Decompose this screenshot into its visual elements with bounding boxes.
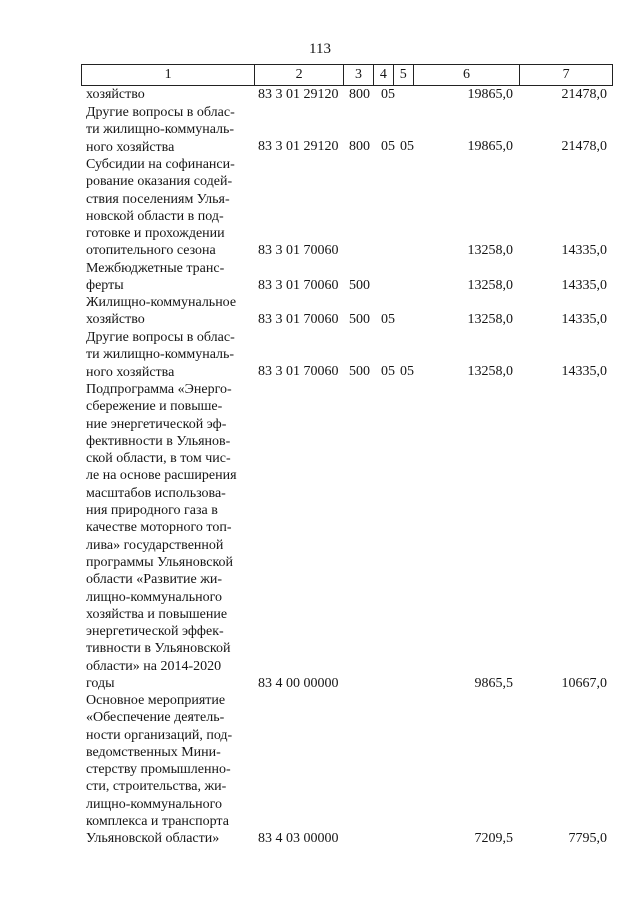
row-name-line: Ульяновской области»	[86, 831, 220, 847]
row-name-line: ти жилищно-коммуналь-	[86, 347, 235, 363]
row-name-line: энергетической эффек-	[86, 624, 224, 640]
row-code: 83 3 01 29120	[258, 87, 339, 102]
row-name-line: области «Развитие жи-	[86, 572, 223, 588]
row-col3: 500	[349, 364, 370, 379]
row-value-col7: 14335,0	[561, 312, 607, 327]
row-name-line: области» на 2014-2020	[86, 658, 222, 674]
row-value-col7: 10667,0	[561, 676, 607, 691]
row-name	[86, 381, 247, 692]
row-name-line: сбережение и повыше-	[86, 399, 223, 415]
row-value-col7: 7795,0	[568, 831, 607, 846]
row-col4: 05	[381, 87, 395, 102]
row-value-col6: 19865,0	[467, 87, 513, 102]
row-name-line: лищно-коммунального	[86, 589, 223, 605]
row-name-line: Подпрограмма «Энерго-	[86, 382, 232, 397]
row-name-line: хозяйство	[86, 312, 145, 328]
row-name-line: ти жилищно-коммуналь-	[86, 122, 235, 138]
row-name-line: качестве моторного топ-	[86, 520, 232, 536]
row-name	[86, 104, 247, 156]
row-code: 83 3 01 29120	[258, 139, 339, 154]
row-value-col6: 9865,5	[474, 676, 513, 691]
row-name-line: рование оказания содей-	[86, 174, 233, 190]
row-value-col6: 13258,0	[467, 278, 513, 293]
row-name-line: ведомственных Мини-	[86, 744, 221, 760]
row-code: 83 4 03 00000	[258, 831, 339, 846]
row-name	[86, 156, 247, 260]
row-value-col6: 13258,0	[467, 364, 513, 379]
row-name-line: Межбюджетные транс-	[86, 261, 225, 276]
row-value-col7: 21478,0	[561, 139, 607, 154]
row-value-col7: 14335,0	[561, 243, 607, 258]
row-value-col7: 14335,0	[561, 278, 607, 293]
row-code: 83 3 01 70060	[258, 312, 339, 327]
row-name	[86, 260, 247, 295]
row-name-line: ферты	[86, 278, 124, 294]
row-name-line: Другие вопросы в облас-	[86, 330, 235, 345]
row-col5: 05	[400, 139, 414, 154]
row-name-line: программы Ульяновской	[86, 554, 234, 570]
row-code: 83 3 01 70060	[258, 243, 339, 258]
column-header-7: 7	[562, 67, 570, 82]
row-col4: 05	[381, 312, 395, 327]
row-name-line: «Обеспечение деятель-	[86, 710, 225, 726]
row-name-line: ного хозяйства	[86, 139, 175, 155]
row-name-line: лищно-коммунального	[86, 796, 223, 812]
row-value-col7: 14335,0	[561, 364, 607, 379]
row-value-col6: 7209,5	[474, 831, 513, 846]
row-name-line: годы	[86, 676, 115, 692]
row-code: 83 3 01 70060	[258, 278, 339, 293]
column-header-6: 6	[414, 65, 521, 85]
row-name	[86, 329, 247, 381]
row-value-col6: 19865,0	[467, 139, 513, 154]
row-col5: 05	[400, 364, 414, 379]
row-value-col6: 13258,0	[467, 312, 513, 327]
row-name-line: масштабов использова-	[86, 485, 226, 501]
row-name-line: Субсидии на софинанси-	[86, 157, 235, 172]
column-header-1: 1	[82, 65, 255, 85]
column-header-3: 3	[344, 65, 374, 85]
row-name-line: Основное мероприятие	[86, 693, 226, 708]
row-name-line: сти, строительства, жи-	[86, 779, 227, 795]
row-name-line: тивности в Ульяновской	[86, 641, 231, 657]
column-header-4: 4	[374, 65, 394, 85]
row-name-line: ния природного газа в	[86, 503, 218, 519]
row-col4: 05	[381, 139, 395, 154]
row-name	[86, 692, 247, 848]
row-name-line: ствия поселениям Улья-	[86, 191, 230, 207]
row-name-line: ности организаций, под-	[86, 727, 233, 743]
row-name-line: ской области, в том чис-	[86, 451, 231, 467]
row-code: 83 3 01 70060	[258, 364, 339, 379]
row-col3: 500	[349, 312, 370, 327]
row-name-line: хозяйство	[86, 87, 145, 102]
row-name-line: Жилищно-коммунальное	[86, 295, 237, 310]
row-value-col6: 13258,0	[467, 243, 513, 258]
row-name	[86, 86, 247, 103]
row-name-line: стерству промышленно-	[86, 762, 231, 778]
row-name-line: новской области в под-	[86, 208, 224, 224]
row-value-col7: 21478,0	[561, 87, 607, 102]
row-col3: 800	[349, 139, 370, 154]
row-name	[86, 294, 247, 329]
row-col4: 05	[381, 364, 395, 379]
row-name-line: фективности в Ульянов-	[86, 433, 231, 449]
row-name-line: лива» государственной	[86, 537, 224, 553]
row-name-line: Другие вопросы в облас-	[86, 105, 235, 120]
row-name-line: готовке и прохождении	[86, 226, 225, 242]
row-code: 83 4 00 00000	[258, 676, 339, 691]
row-name-line: ного хозяйства	[86, 364, 175, 380]
row-col3: 500	[349, 278, 370, 293]
row-name-line: отопительного сезона	[86, 243, 216, 259]
column-header-2: 2	[255, 65, 344, 85]
row-name-line: комплекса и транспорта	[86, 814, 229, 830]
page-number: 113	[309, 41, 331, 57]
row-name-line: хозяйства и повышение	[86, 606, 228, 622]
row-name-line: ние энергетической эф-	[86, 416, 227, 432]
column-header-5: 5	[394, 65, 414, 85]
row-name-line: ле на основе расширения	[86, 468, 237, 484]
row-col3: 800	[349, 87, 370, 102]
